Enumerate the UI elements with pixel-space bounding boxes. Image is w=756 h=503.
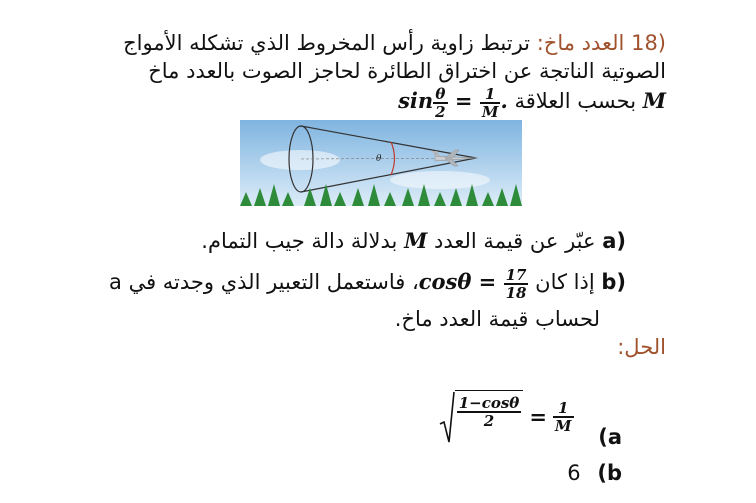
mach-variable: M [642,88,666,113]
solution-heading-text: الحل: [617,335,666,359]
problem-line-3-text: بحسب العلاقة [514,89,637,113]
problem-line-1-text: ترتبط زاوية رأس المخروط الذي تشكله الأمواج [123,31,530,55]
problem-line-3 [398,84,666,120]
part-a-label: a) [602,229,626,253]
part-b-line-1 [109,264,626,301]
part-b-label: b) [601,270,626,294]
solution-b-value: 6 [567,461,581,485]
square-root-icon [439,390,524,444]
part-b-text-after: ، فاستعمل التعبير الذي وجدته في a [109,270,419,294]
formula-end: . [500,88,508,113]
part-b-line-2 [395,306,600,332]
part-a [201,228,626,254]
part-b-fraction: $\frac{17}{18}$ [505,265,527,302]
problem-line-2-text: الصوتية الناتجة عن اختراق الطائرة لحاجز الصوت بالعدد ماخ [148,59,666,83]
part-a-var: M [404,228,428,253]
solution-a-label: (a [598,425,622,449]
radical-sign [439,390,455,444]
problem-line-2 [148,58,666,84]
formula-angle-fraction: $\frac{\theta}{2}$ [435,84,446,121]
problem-number: 18) [631,31,666,55]
cloud [390,171,490,189]
part-a-text-before: عبّر عن قيمة العدد [434,229,596,253]
solution-a-radicand: $\frac{1-\cos\theta}{2}$ [455,390,524,444]
solution-b [567,460,622,486]
solution-a-rhs: $\frac{1}{M}$ [554,399,572,435]
mach-cone-figure [240,120,522,206]
part-b-text-if: إذا كان [535,270,595,294]
solution-a-formula [439,390,574,444]
solution-b-label: (b [597,461,622,485]
problem-line-1 [123,30,666,56]
solution-a [439,390,622,464]
solution-heading [617,334,666,360]
formula-rhs-fraction: $\frac{1}{M}$ [481,84,499,121]
relation-formula [398,84,508,121]
part-b-func: cosθ [418,269,472,294]
angle-label: θ [376,154,382,164]
cloud [260,150,340,170]
formula-equals: = [454,88,473,113]
solution-a-equals: = [529,404,547,429]
problem-term: العدد ماخ: [536,31,625,55]
part-a-text-after: بدلالة دالة جيب التمام. [201,229,398,253]
formula-func: sin [398,88,434,113]
part-b-line-2-text: لحساب قيمة العدد ماخ. [394,307,600,331]
part-b-formula: cosθ = $\frac{17}{18}$ [418,265,527,302]
